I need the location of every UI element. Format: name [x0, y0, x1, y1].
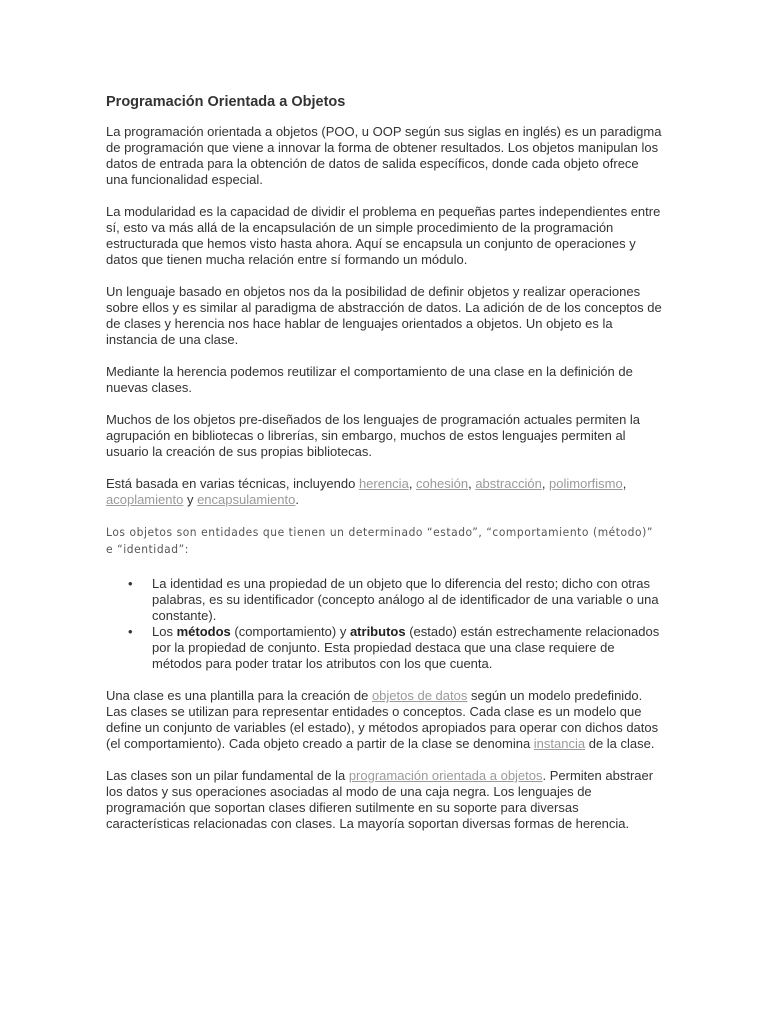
paragraph-text: de la clase.	[585, 736, 655, 751]
paragraph-techniques	[106, 476, 662, 508]
paragraph-intro: La programación orientada a objetos (POO, u OOP según sus siglas en inglés) es un paradigma de programación que viene a innovar la forma de obtener resultados. Los objetos manipulan los datos de entrada para la obtención de datos de salida específicos, donde cada objeto ofrece una funcionalidad especial.	[106, 124, 662, 187]
link-polimorfismo[interactable]: polimorfismo	[549, 476, 623, 491]
paragraph-object-entities: Los objetos son entidades que tienen un determinado “estado”, “comportamiento (método)” e “identidad”:	[106, 525, 653, 556]
paragraph-object-language: Un lenguaje basado en objetos nos da la posibilidad de definir objetos y realizar operaciones sobre ellos y es similar al paradigma de abstracción de datos. La adición de de los conceptos de de clases y herencia nos hace hablar de lenguajes orientados a objetos. Un objeto es la instancia de una clase.	[106, 284, 662, 347]
list-item	[106, 624, 662, 672]
bold-metodos: métodos	[176, 624, 231, 639]
link-programacion-orientada-a-objetos[interactable]: programación orientada a objetos	[348, 768, 543, 783]
document-body	[106, 93, 662, 848]
list-item-text: (estado) están estrechamente relacionados por la propiedad de conjunto. Esta propiedad destaca que una clase requiere de métodos para poder tratar los atributos con los que cuenta.	[152, 624, 660, 671]
separator: ,	[622, 476, 627, 491]
bullet-list	[106, 576, 662, 672]
list-item-text: (comportamiento) y	[230, 624, 350, 639]
link-abstraccion[interactable]: abstracción	[475, 476, 542, 491]
paragraph-libraries: Muchos de los objetos pre-diseñados de los lenguajes de programación actuales permiten la agrupación en bibliotecas o librerías, sin embargo, muchos de estos lenguajes permiten al usuario la creación de sus propias bibliotecas.	[106, 412, 641, 459]
link-acoplamiento[interactable]: acoplamiento	[106, 492, 184, 507]
page-title: Programación Orientada a Objetos	[106, 94, 346, 110]
bold-atributos: atributos	[349, 624, 406, 639]
paragraph-text: Una clase es una plantilla para la creación de	[106, 688, 372, 703]
list-item-text: La identidad es una propiedad de un objeto que lo diferencia del resto; dicho con otras palabras, es su identificador (concepto análogo al de identificador de una variable o una constante).	[152, 576, 659, 623]
bullet-icon: •	[128, 576, 133, 591]
separator-and: y	[183, 492, 198, 507]
separator: ,	[541, 476, 550, 491]
bullet-icon: •	[128, 624, 133, 639]
link-encapsulamiento[interactable]: encapsulamiento	[197, 492, 296, 507]
paragraph-text: Las clases son un pilar fundamental de la	[106, 768, 349, 783]
separator: ,	[408, 476, 417, 491]
list-item	[106, 576, 662, 624]
link-cohesion[interactable]: cohesión	[416, 476, 469, 491]
separator: ,	[468, 476, 476, 491]
paragraph-classes-pillar	[106, 768, 662, 832]
paragraph-text: . Permiten abstraer los datos y sus operaciones asociadas al modo de una caja negra. Los lenguajes de programación que soportan clases difieren sutilmente en su soporte para diversas características relacionadas con clases. La mayoría soportan diversas formas de herencia.	[106, 768, 654, 831]
paragraph-text: según un modelo predefinido. Las clases se utilizan para representar entidades o conceptos. Cada clase es un modelo que define un conjunto de variables (el estado), y métodos apropiados para operar con dichos datos (el comportamiento). Cada objeto creado a partir de la clase se denomina	[106, 688, 659, 751]
link-instancia[interactable]: instancia	[533, 736, 586, 751]
paragraph-inheritance: Mediante la herencia podemos reutilizar el comportamiento de una clase en la definición de nuevas clases.	[106, 364, 633, 395]
techniques-prefix: Está basada en varias técnicas, incluyendo	[106, 476, 359, 491]
link-herencia[interactable]: herencia	[358, 476, 409, 491]
link-objetos-de-datos[interactable]: objetos de datos	[371, 688, 468, 703]
period: .	[295, 492, 299, 507]
paragraph-class-definition	[106, 688, 662, 752]
list-item-text: Los	[152, 624, 177, 639]
paragraph-modularity: La modularidad es la capacidad de dividir el problema en pequeñas partes independientes entre sí, esto va más allá de la encapsulación de un simple procedimiento de la programación estructurada que hemos visto hasta ahora. Aquí se encapsula un conjunto de operaciones y datos que tienen mucha relación entre sí formando un módulo.	[106, 204, 661, 267]
